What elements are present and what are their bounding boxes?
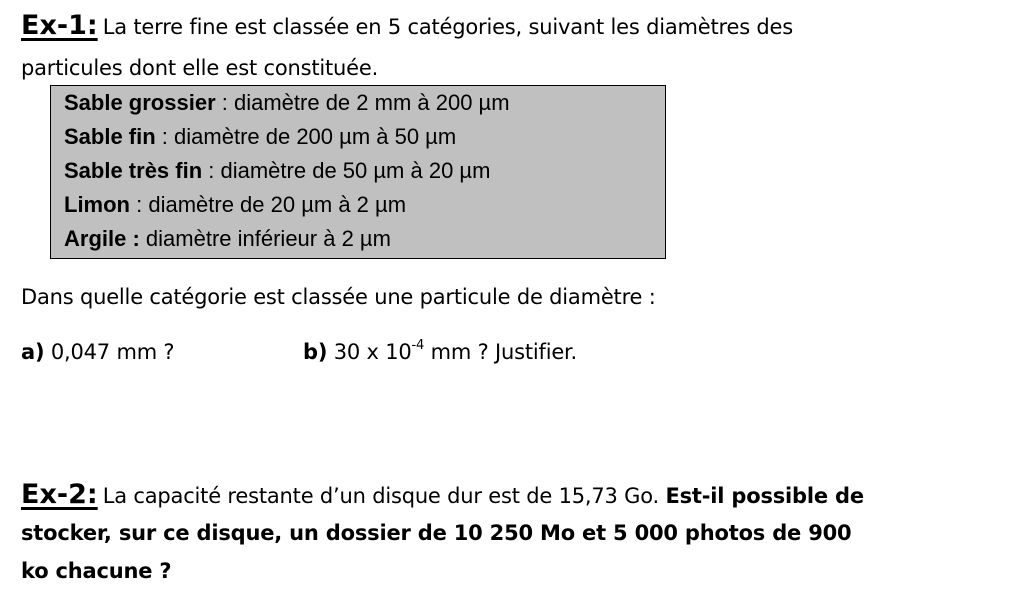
ex1-intro-line1: La terre fine est classée en 5 catégories, suivant les diamètres des bbox=[102, 15, 794, 39]
category-description: diamètre de 50 µm à 20 µm bbox=[220, 158, 491, 183]
category-description: diamètre de 2 mm à 200 µm bbox=[233, 90, 510, 115]
ex2-line1-bold: Est-il possible de bbox=[665, 484, 864, 508]
ex2-title: Ex-2: bbox=[21, 479, 98, 510]
ex2-line1-normal: La capacité restante d’un disque dur est de 15,73 Go. bbox=[102, 484, 666, 508]
part-b-exponent: -4 bbox=[411, 338, 425, 353]
ex2-line3: ko chacune ? bbox=[21, 559, 172, 583]
category-row bbox=[64, 226, 391, 252]
ex1-question: Dans quelle catégorie est classée une particule de diamètre : bbox=[21, 285, 656, 309]
category-separator: : bbox=[130, 192, 149, 217]
category-row bbox=[64, 124, 456, 150]
category-row bbox=[64, 192, 406, 218]
part-b-base: 30 x 10 bbox=[327, 340, 412, 364]
part-a-text: 0,047 mm ? bbox=[44, 340, 175, 364]
ex1-intro-line2: particules dont elle est constituée. bbox=[21, 56, 379, 80]
category-row bbox=[64, 158, 490, 184]
category-separator: : bbox=[155, 124, 175, 149]
part-b-rest: mm ? Justifier. bbox=[424, 340, 578, 364]
ex1-part-b bbox=[303, 340, 577, 364]
ex1-heading-line bbox=[21, 10, 793, 41]
category-separator: : bbox=[202, 158, 221, 183]
category-name: Argile : bbox=[64, 226, 140, 251]
category-description: diamètre de 20 µm à 2 µm bbox=[148, 192, 407, 217]
category-name: Sable très fin bbox=[64, 158, 203, 183]
part-a-label: a) bbox=[21, 340, 45, 364]
ex2-heading-line bbox=[21, 479, 864, 510]
categories-table bbox=[50, 85, 666, 259]
ex2-line2: stocker, sur ce disque, un dossier de 10 250 Mo et 5 000 photos de 900 bbox=[21, 521, 852, 545]
ex1-title: Ex-1: bbox=[21, 10, 98, 41]
category-row bbox=[64, 90, 510, 116]
category-description: diamètre inférieur à 2 µm bbox=[145, 226, 391, 251]
part-b-label: b) bbox=[303, 340, 328, 364]
category-separator: : bbox=[215, 90, 234, 115]
category-name: Sable fin bbox=[64, 124, 156, 149]
category-description: diamètre de 200 µm à 50 µm bbox=[174, 124, 457, 149]
category-name: Sable grossier bbox=[64, 90, 216, 115]
ex1-part-a bbox=[21, 340, 174, 364]
category-name: Limon bbox=[64, 192, 130, 217]
